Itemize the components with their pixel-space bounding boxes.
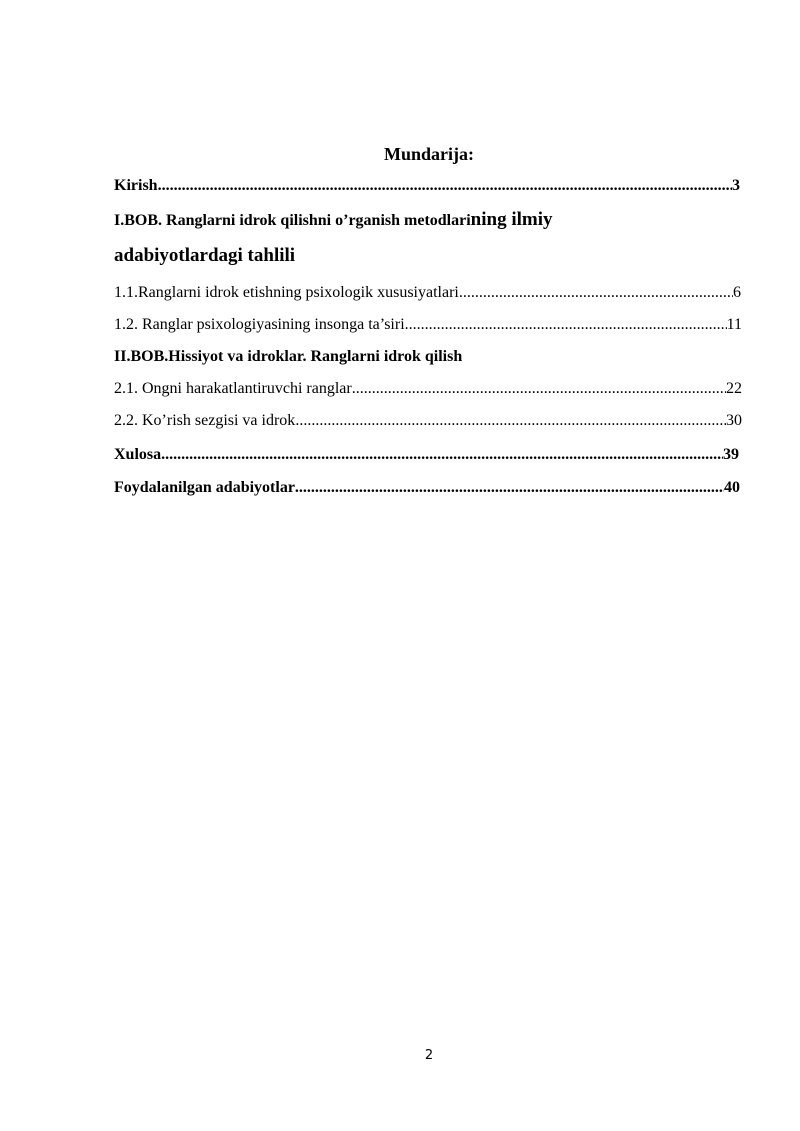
toc-entry-kirish	[114, 176, 740, 196]
page-number: 2	[424, 1048, 434, 1063]
dot-leader	[459, 283, 733, 303]
chapter-1-title-part2: ning ilmiy	[470, 209, 553, 230]
toc-entry-2-1	[114, 379, 742, 399]
toc-entry-label: 1.1.Ranglarni idrok etishning psixologik xususiyatlari	[114, 284, 459, 301]
toc-page-number: 40	[724, 479, 740, 496]
dot-leader	[158, 176, 732, 196]
chapter-2-title: II.BOB.Hissiyot va idroklar. Ranglarni idrok qilish	[114, 348, 463, 365]
toc-page-number: 22	[726, 380, 742, 397]
toc-entry-foydalanilgan-adabiyotlar	[114, 478, 740, 498]
toc-page-number: 6	[733, 284, 741, 301]
dot-leader	[352, 379, 726, 399]
toc-entry-2-2	[114, 411, 742, 431]
toc-entry-label: 1.2. Ranglar psixologiyasining insonga ta’siri	[114, 316, 405, 333]
toc-chapter-2-heading	[114, 347, 754, 367]
toc-page-number: 11	[726, 316, 742, 333]
toc-page-number: 39	[723, 446, 739, 463]
dot-leader	[405, 315, 727, 335]
dot-leader	[295, 478, 724, 498]
toc-entry-1-1	[114, 283, 741, 303]
dot-leader	[295, 411, 726, 431]
toc-entry-label: 2.2. Ko’rish sezgisi va idrok	[114, 412, 296, 429]
toc-entry-label: Kirish	[114, 177, 158, 194]
toc-entry-label: 2.1. Ongni harakatlantiruvchi ranglar	[114, 380, 352, 397]
toc-entry-label: Foydalanilgan adabiyotlar	[114, 479, 295, 496]
toc-chapter-1-heading-line2	[114, 246, 754, 267]
dot-leader	[161, 445, 723, 465]
toc-page-number: 30	[726, 412, 742, 429]
toc-entry-label: Xulosa	[114, 446, 162, 463]
toc-page-number: 3	[732, 177, 740, 194]
toc-entry-1-2	[114, 315, 742, 335]
toc-chapter-1-heading	[114, 210, 754, 231]
chapter-1-title-line2: adabiyotlardagi tahlili	[114, 245, 296, 266]
toc-entry-xulosa	[114, 445, 739, 465]
toc-title: Mundarija:	[384, 144, 474, 164]
chapter-1-title-part1: I.BOB. Ranglarni idrok qilishni o’rganish metodlari	[114, 212, 471, 229]
